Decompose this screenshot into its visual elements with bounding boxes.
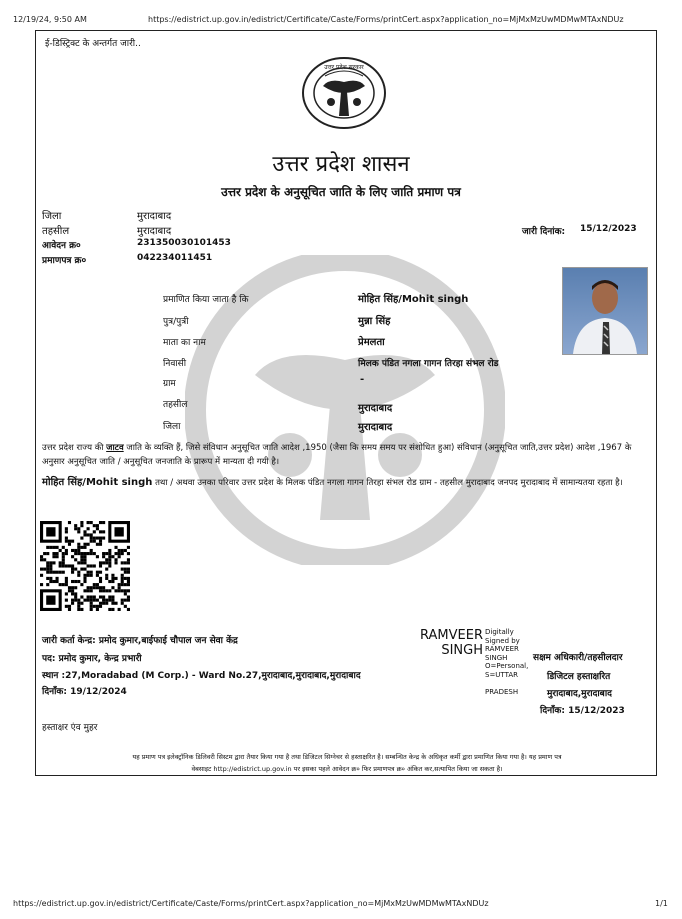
footer-note-line2: वेबसाइट http://edistrict.up.gov.in पर इसका पहले आवेदन क्र० फिर प्रमाणपत्र क्र० अंकित कर,सत्यापित किया जा सकता है। — [191, 765, 503, 773]
issuing-center: जारी कर्ता केन्द्र: प्रमोद कुमार,बाईफाई चौपाल जन सेवा केंद्र — [42, 636, 238, 646]
digital-signature-details — [485, 628, 528, 696]
detail-label-son-of: पुत्र/पुत्री — [163, 317, 189, 327]
issuer-post: पद: प्रमोद कुमार, केन्द्र प्रभारी — [42, 654, 142, 664]
print-datetime: 12/19/24, 9:50 AM — [13, 15, 87, 24]
detail-label-village: ग्राम — [163, 379, 176, 389]
signature-date: दिनाँक: 15/12/2023 — [540, 706, 625, 716]
government-title: उत्तर प्रदेश शासन — [272, 152, 410, 177]
sig-line: RAMVEER — [485, 645, 519, 653]
sign-seal-label: हस्ताक्षर एंव मुहर — [42, 723, 98, 733]
certificate-value: 042234011451 — [137, 253, 213, 263]
edistrict-line: ई-डिस्ट्रिक्ट के अन्तर्गत जारी.. — [45, 39, 141, 49]
emblem-caption: उत्तर प्रदेश सरकार — [324, 64, 364, 71]
detail-value-district: मुरादाबाद — [358, 422, 393, 433]
detail-label-resident: निवासी — [163, 359, 187, 369]
tehsil-label: तहसील — [42, 226, 70, 237]
caste-name: जाटव — [106, 443, 124, 453]
detail-value-mother: प्रेमलता — [358, 337, 385, 348]
certificate-label: प्रमाणपत्र क्र० — [42, 256, 87, 266]
tehsil-value: मुरादाबाद — [137, 226, 172, 237]
residence-statement — [42, 476, 654, 490]
application-value: 231350030101453 — [137, 238, 231, 248]
sig-line: PRADESH — [485, 687, 519, 696]
district-value: मुरादाबाद — [137, 211, 172, 222]
residence-text: तथा / अथवा उनका परिवार उत्तर प्रदेश के मिलक पंडित नगला गागन तिरहा संभल रोड ग्राम - तहसील मुरादाबाद जनपद मुरादाबाद में सामान्यतया रहता है। — [155, 478, 623, 488]
print-footer-url: https://edistrict.up.gov.in/edistrict/Certificate/Caste/Forms/printCert.aspx?application_no=MjMxMzUwMDMwMTAxNDUz — [13, 899, 489, 908]
signer-name — [416, 628, 483, 658]
issue-date-label: जारी दिनांक: — [522, 227, 566, 237]
qr-code-icon — [40, 521, 130, 611]
issuer-place: स्थान :27,Moradabad (M Corp.) - Ward No.27,मुरादाबाद,मुरादाबाद,मुरादाबाद — [42, 671, 361, 681]
caste-statement-rest: जाति के व्यक्ति हैं, जिसे संविधान अनुसूचित जाति आदेश ,1950 (जैसा कि समय समय पर संशोधित हुआ) संविधान (अनुसूचित जाति,उत्तर प्रदेश) आदेश ,1967 के अनुसार अनुसूचित जाति / अनुसूचित जनजाति के प्रारूप में मान्यता दी गयी है। — [42, 443, 632, 467]
detail-value-address: मिलक पंडित नगला गागन तिरहा संभल रोड — [358, 359, 499, 369]
certificate-title: उत्तर प्रदेश के अनुसूचित जाति के लिए जाति प्रमाण पत्र — [221, 185, 461, 199]
caste-statement-start: उत्तर प्रदेश राज्य की — [42, 443, 104, 453]
sig-line: S=UTTAR — [485, 670, 518, 679]
application-label: आवेदन क्र० — [42, 241, 81, 251]
detail-value-name: मोहित सिंह/Mohit singh — [358, 294, 469, 305]
detail-label-district: जिला — [163, 422, 181, 432]
signer-name-line2: SINGH — [441, 643, 483, 658]
officer-title: सक्षम अधिकारी/तहसीलदार — [533, 653, 623, 663]
caste-statement — [42, 441, 654, 469]
sig-line: Digitally — [485, 628, 514, 636]
print-url: https://edistrict.up.gov.in/edistrict/Certificate/Caste/Forms/printCert.aspx?application_no=MjMxMzUwMDMwMTAxNDUz — [148, 15, 624, 24]
digitally-signed-label: डिजिटल हस्ताक्षरित — [547, 672, 611, 682]
footer-note — [42, 751, 652, 775]
detail-value-tehsil: मुरादाबाद — [358, 403, 393, 414]
detail-label-mother: माता का नाम — [163, 338, 206, 348]
sig-line: SINGH — [485, 653, 508, 662]
sig-line — [485, 679, 528, 688]
signer-name-line1: RAMVEER — [420, 628, 483, 643]
district-label: जिला — [42, 211, 62, 222]
sig-line: O=Personal, — [485, 662, 529, 670]
residence-name: मोहित सिंह/Mohit singh — [42, 477, 153, 488]
sig-line: Signed by — [485, 636, 520, 645]
detail-label-tehsil: तहसील — [163, 400, 188, 410]
applicant-photo — [562, 267, 648, 355]
print-page-count: 1/1 — [655, 899, 668, 908]
detail-value-father: मुन्ना सिंह — [358, 316, 391, 327]
detail-value-village: - — [360, 374, 365, 385]
issuer-date: दिनाँक: 19/12/2024 — [42, 687, 127, 697]
footer-note-line1: यह प्रमाण पत्र इलेक्ट्रॉनिक डिलिवरी सिस्टम द्वारा तैयार किया गया है तथा डिजिटल सिग्नेचर से हस्ताक्षरित है। सम्बन्धित केन्द्र के अधिकृत कर्मी द्वारा प्रमाणित किया गया है। यह प्रमाण पत्र — [132, 753, 562, 761]
detail-label-certified: प्रमाणित किया जाता है कि — [163, 295, 249, 305]
signature-place: मुरादाबाद,मुरादाबाद — [547, 689, 612, 699]
issue-date-value: 15/12/2023 — [580, 224, 637, 234]
